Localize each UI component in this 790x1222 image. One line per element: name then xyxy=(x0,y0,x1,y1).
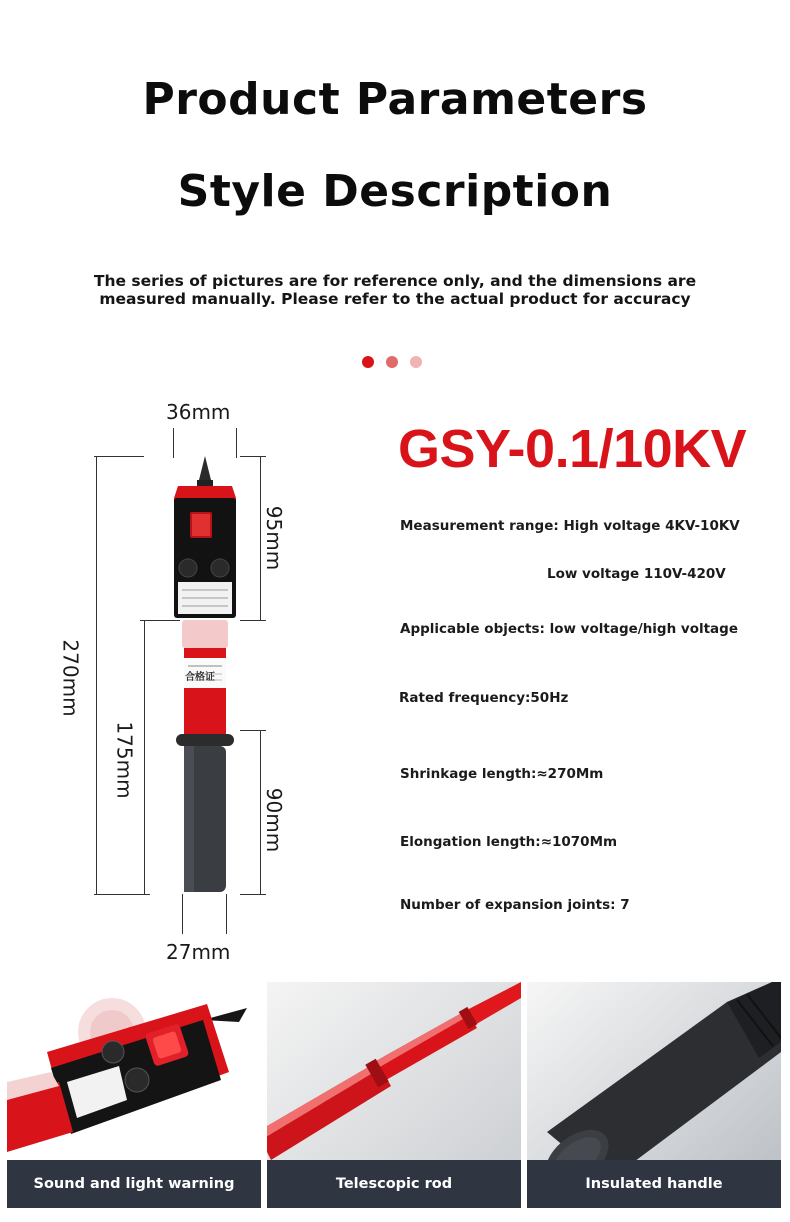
gallery-caption-handle: Insulated handle xyxy=(527,1160,781,1208)
top-width-label: 36mm xyxy=(166,400,231,424)
disclaimer-line-2: measured manually. Please refer to the actual product for accuracy xyxy=(99,290,691,308)
disclaimer-line-1: The series of pictures are for reference only, and the dimensions are xyxy=(93,272,697,290)
gallery-panel-handle[interactable] xyxy=(527,982,781,1208)
total-bottom-tick xyxy=(94,894,150,895)
spec-low-voltage: Low voltage 110V-420V xyxy=(547,566,726,582)
total-length-label: 270mm xyxy=(58,639,83,717)
head-length-label: 95mm xyxy=(262,505,287,571)
body-length-line xyxy=(144,620,145,894)
spec-measurement-range: Measurement range: High voltage 4KV-10KV xyxy=(400,518,740,534)
gallery-caption-rod: Telescopic rod xyxy=(267,1160,521,1208)
bottom-width-label: 27mm xyxy=(166,940,231,964)
spec-applicable-objects: Applicable objects: low voltage/high voltage xyxy=(400,621,738,637)
carousel-dot-1[interactable] xyxy=(362,356,374,368)
spec-elongation-length: Elongation length:≈1070Mm xyxy=(400,834,618,850)
head-length-line xyxy=(260,456,261,620)
spec-shrinkage-length: Shrinkage length:≈270Mm xyxy=(400,766,604,782)
carousel-dot-3[interactable] xyxy=(410,356,422,368)
total-length-line xyxy=(96,456,97,894)
handle-length-line xyxy=(260,730,261,894)
gallery-panel-warning[interactable] xyxy=(7,982,261,1208)
body-length-label: 175mm xyxy=(112,721,137,799)
spec-expansion-joints: Number of expansion joints: 7 xyxy=(400,897,630,913)
spec-rated-frequency: Rated frequency:50Hz xyxy=(399,690,569,706)
disclaimer-note xyxy=(60,272,730,308)
handle-length-label: 90mm xyxy=(262,787,287,853)
gallery-panel-rod[interactable] xyxy=(267,982,521,1208)
page-subtitle: Style Description xyxy=(177,166,613,217)
carousel-dot-2[interactable] xyxy=(386,356,398,368)
page-title: Product Parameters xyxy=(142,74,648,125)
product-model: GSY-0.1/10KV xyxy=(398,419,747,479)
total-top-tick xyxy=(94,456,144,457)
gallery-caption-warning: Sound and light warning xyxy=(7,1160,261,1208)
dimension-diagram xyxy=(40,396,340,976)
certificate-label: 合格证 xyxy=(185,672,215,683)
